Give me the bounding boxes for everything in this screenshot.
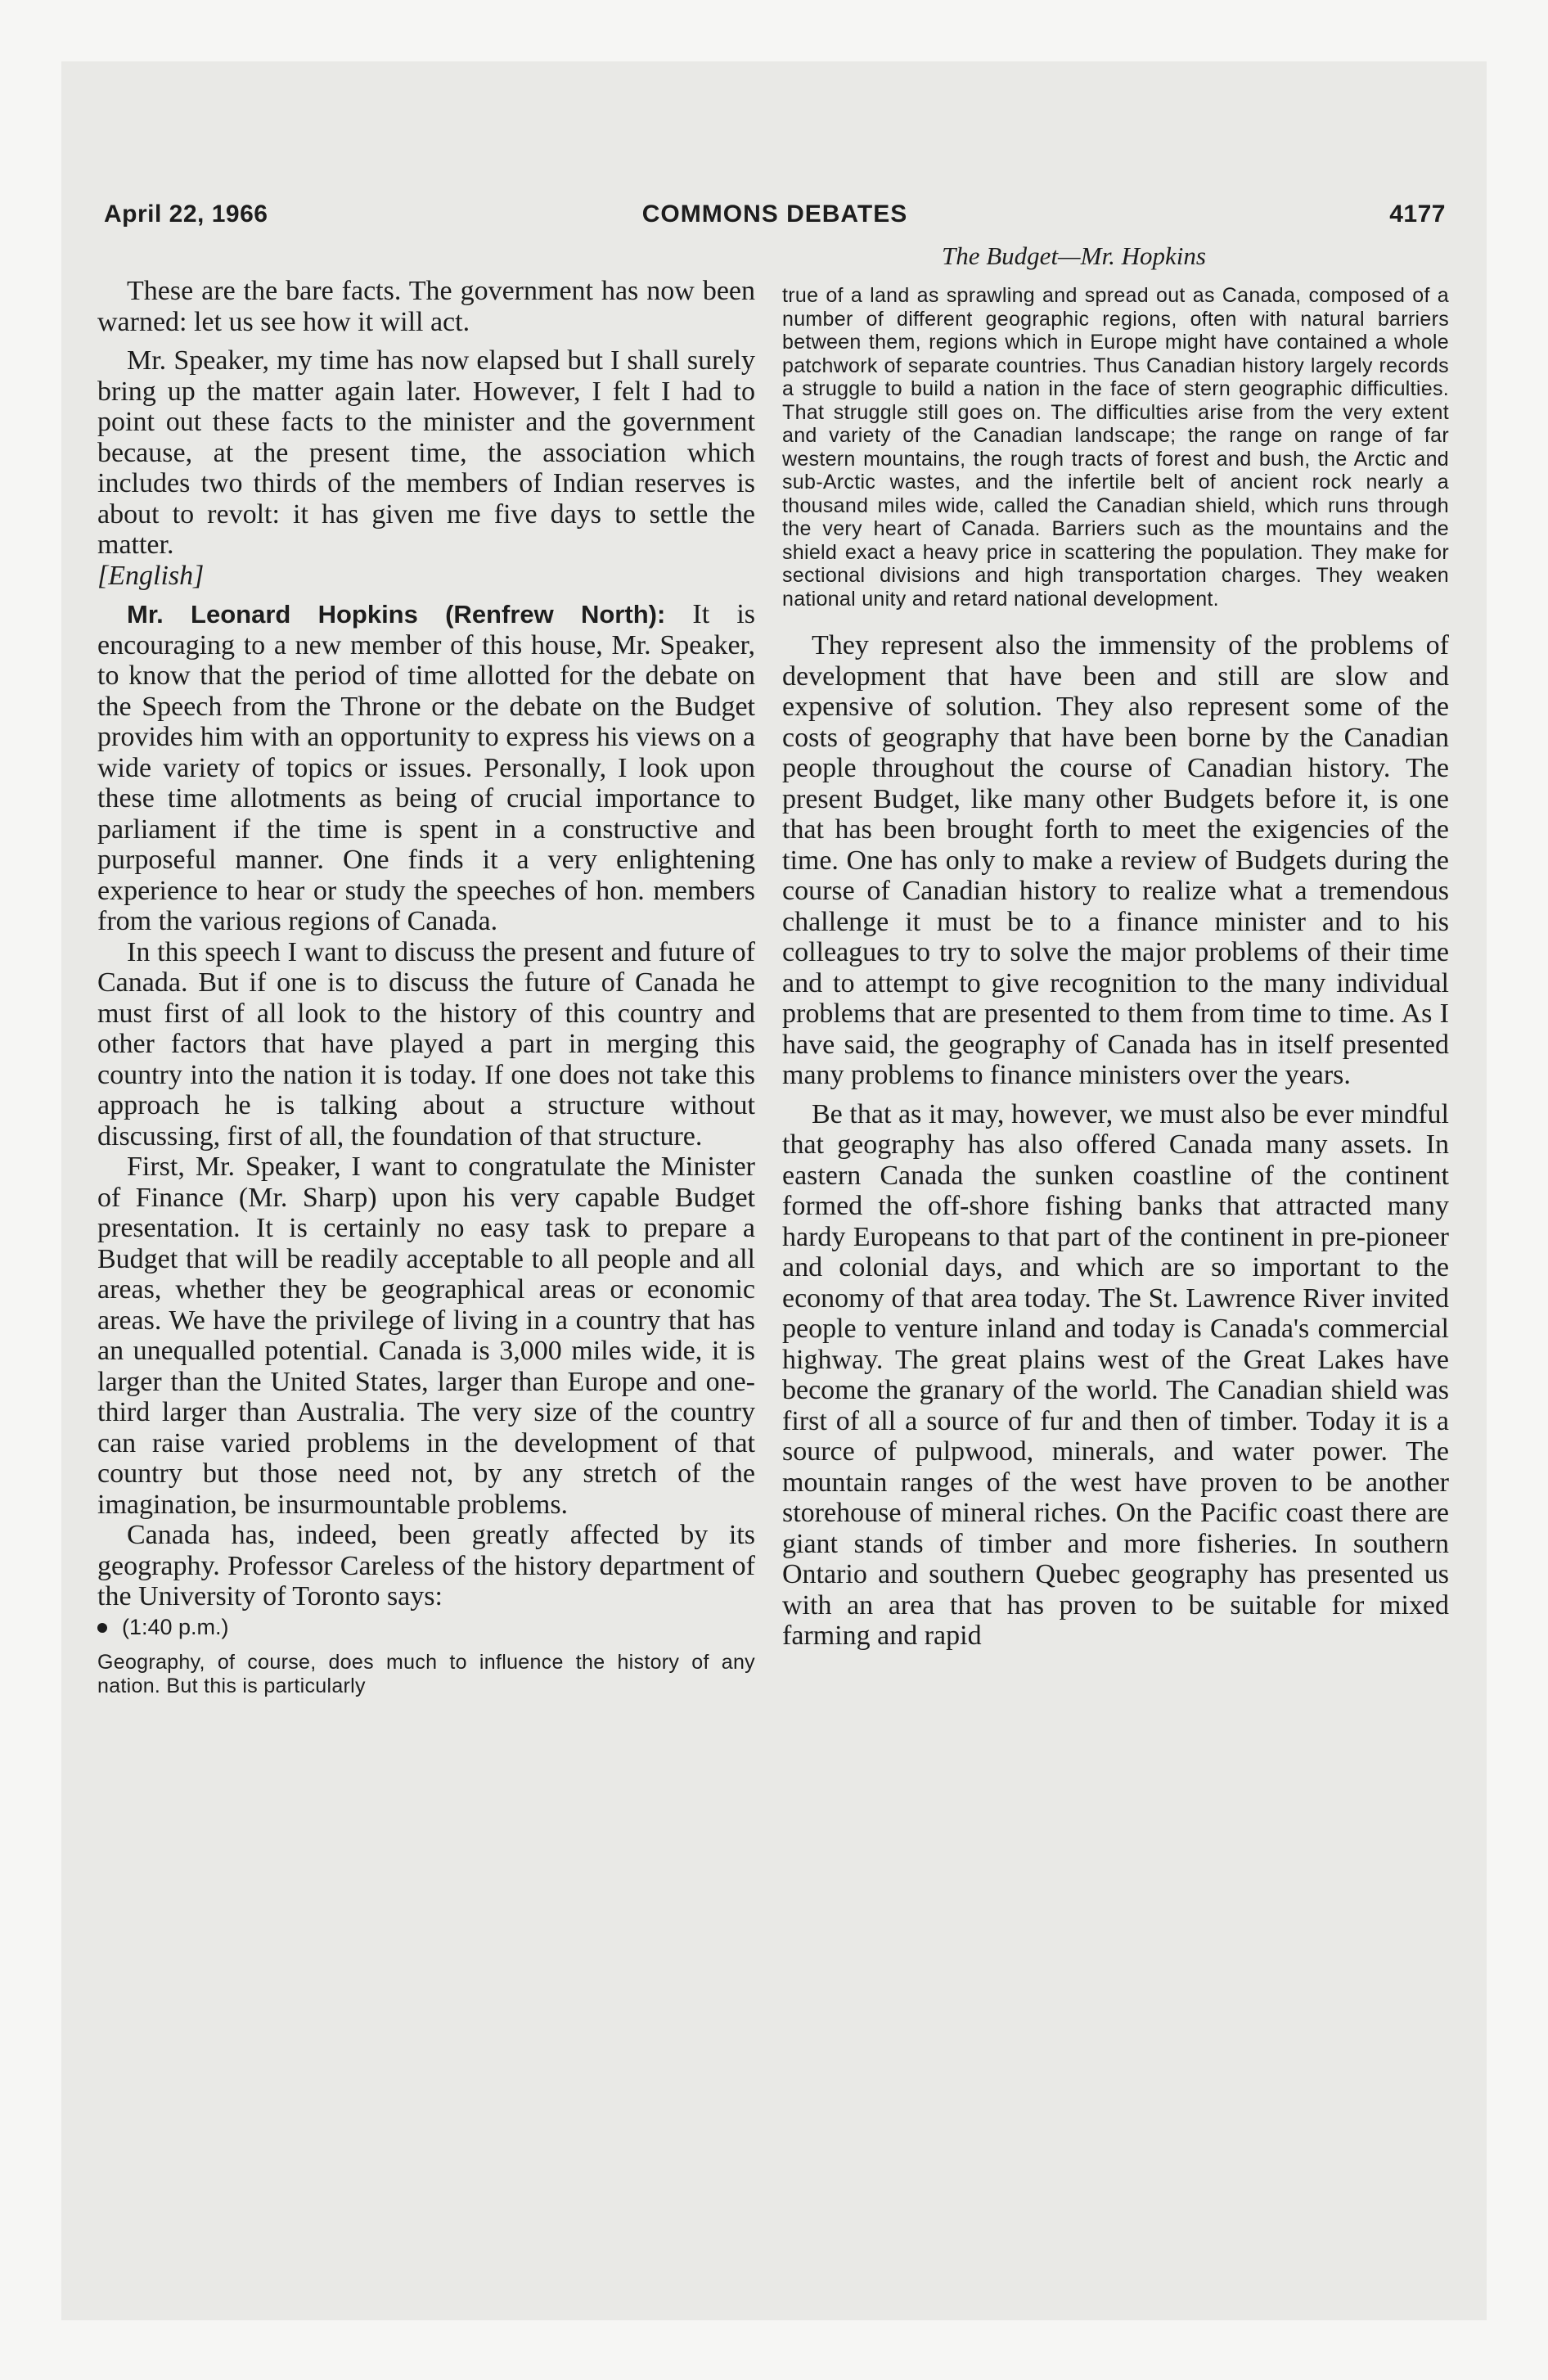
language-label: [English] [97, 560, 205, 591]
paragraph: These are the bare facts. The government has now been warned: let us see how it will act. [97, 276, 755, 337]
paragraph-text: It is encouraging to a new member of this house, Mr. Speaker, to know that the period of time allotted for the debate on the Speech from the Throne or the debate on the Budget provides him with an opportunity to express his views on a wide variety of topics or issues. Personally, I look upon these time allotments as being of crucial importance to parliament if the time is spent in a constructive and purposeful manner. One finds it a very enlightening experience to hear or study the speeches of hon. members from the various regions of Canada. [97, 599, 755, 936]
header-date: April 22, 1966 [104, 201, 268, 228]
speaker-paragraph [97, 599, 755, 937]
paragraph: In this speech I want to discuss the present and future of Canada. But if one is to discuss the future of Canada he must first of all look to the history of this country and other factors that have played a part in merging this country into the nation it is today. If one does not take this approach he is talking about a structure without discussing, first of all, the foundation of that structure. [97, 936, 755, 1152]
header-title: COMMONS DEBATES [641, 201, 908, 228]
bullet-icon [97, 1623, 107, 1633]
quote-text: Geography, of course, does much to influence the history of any nation. But this is particularly [97, 1651, 755, 1697]
paragraph: Be that as it may, however, we must also be ever mindful that geography has also offered Canada many assets. In eastern Canada the sunken coastline of the continent formed the off-shore fishing banks that attracted many hardy Europeans to that part of the continent in pre-pioneer and colonial days, and which are so important to the economy of that area today. The St. Lawrence River invited people to venture inland and today is Canada's commercial highway. The great plains west of the Great Lakes have become the granary of the world. The Canadian shield was first of all a source of fur and then of timber. Today it is a source of pulpwood, minerals, and water power. The mountain ranges of the west have proven to be another storehouse of mineral riches. On the Pacific coast there are giant stands of timber and more fisheries. In southern Ontario and southern Quebec geography has presented us with an area that has proven to be suitable for mixed farming and rapid [782, 1098, 1449, 1651]
running-head: The Budget—Mr. Hopkins [942, 241, 1206, 270]
quote-text: true of a land as sprawling and spread out as Canada, composed of a number of different geographic regions, often with natural barriers between them, regions which in Europe might have contained a whole patchwork of separate countries. Thus Canadian history largely records a struggle to build a nation in the face of stern geographic difficulties. That struggle still goes on. The difficulties arise from the very extent and variety of the Canadian landscape; the range on range of far western mountains, the rough tracts of forest and bush, the Arctic and sub-Arctic wastes, and the infertile belt of ancient rock nearly a thousand miles wide, called the Canadian shield, which runs through the very heart of Canada. Barriers such as the mountains and the shield exact a heavy price in scattering the population. They make for sectional divisions and high transportation charges. They weaken national unity and retard national development. [782, 284, 1449, 611]
right-column [782, 284, 1449, 1652]
paragraph: First, Mr. Speaker, I want to congratulate the Minister of Finance (Mr. Sharp) upon his very capable Budget presentation. It is certainly no easy task to prepare a Budget that will be readily acceptable to all people and all areas, whether they be geographical areas or economic areas. We have the privilege of living in a country that has an unequalled potential. Canada is 3,000 miles wide, it is larger than the United States, larger than Europe and one-third larger than Australia. The very size of the country can raise varied problems in the development of that country but those need not, by any stretch of the imagination, be insurmountable problems. [97, 1152, 755, 1520]
left-column [97, 276, 755, 1697]
quotation-continued [782, 284, 1449, 611]
time-text: (1:40 p.m.) [122, 1614, 229, 1639]
paragraph: They represent also the immensity of the problems of development that have been and still are slow and expensive of solution. They also represent some of the costs of geography that have been borne by the Canadian people throughout the course of Canadian history. The present Budget, like many other Budgets before it, is one that has been brought forth to meet the exigencies of the time. One has only to make a review of Budgets during the course of Canadian history to realize what a tremendous challenge it must be to a finance minister and to his colleagues to try to solve the major problems of their time and to attempt to give recognition to the many individual problems that are presented to them from time to time. As I have said, the geography of Canada has in itself presented many problems to finance ministers over the years. [782, 630, 1449, 1090]
paragraph: Canada has, indeed, been greatly affected by its geography. Professor Careless of the history department of the University of Toronto says: [97, 1520, 755, 1611]
speaker-name: Mr. Leonard Hopkins (Renfrew North): [127, 600, 666, 629]
quotation-start [97, 1651, 755, 1697]
paragraph: Mr. Speaker, my time has now elapsed but I shall surely bring up the matter again later. However, I felt I had to point out these facts to the minister and the government because, at the present time, the association which includes two thirds of the members of Indian reserves is about to revolt: it has given me five days to settle the matter. [97, 345, 755, 560]
page-header [104, 201, 1446, 233]
hansard-page [61, 61, 1487, 2320]
time-marker [97, 1612, 755, 1643]
page-number: 4177 [1389, 201, 1446, 228]
